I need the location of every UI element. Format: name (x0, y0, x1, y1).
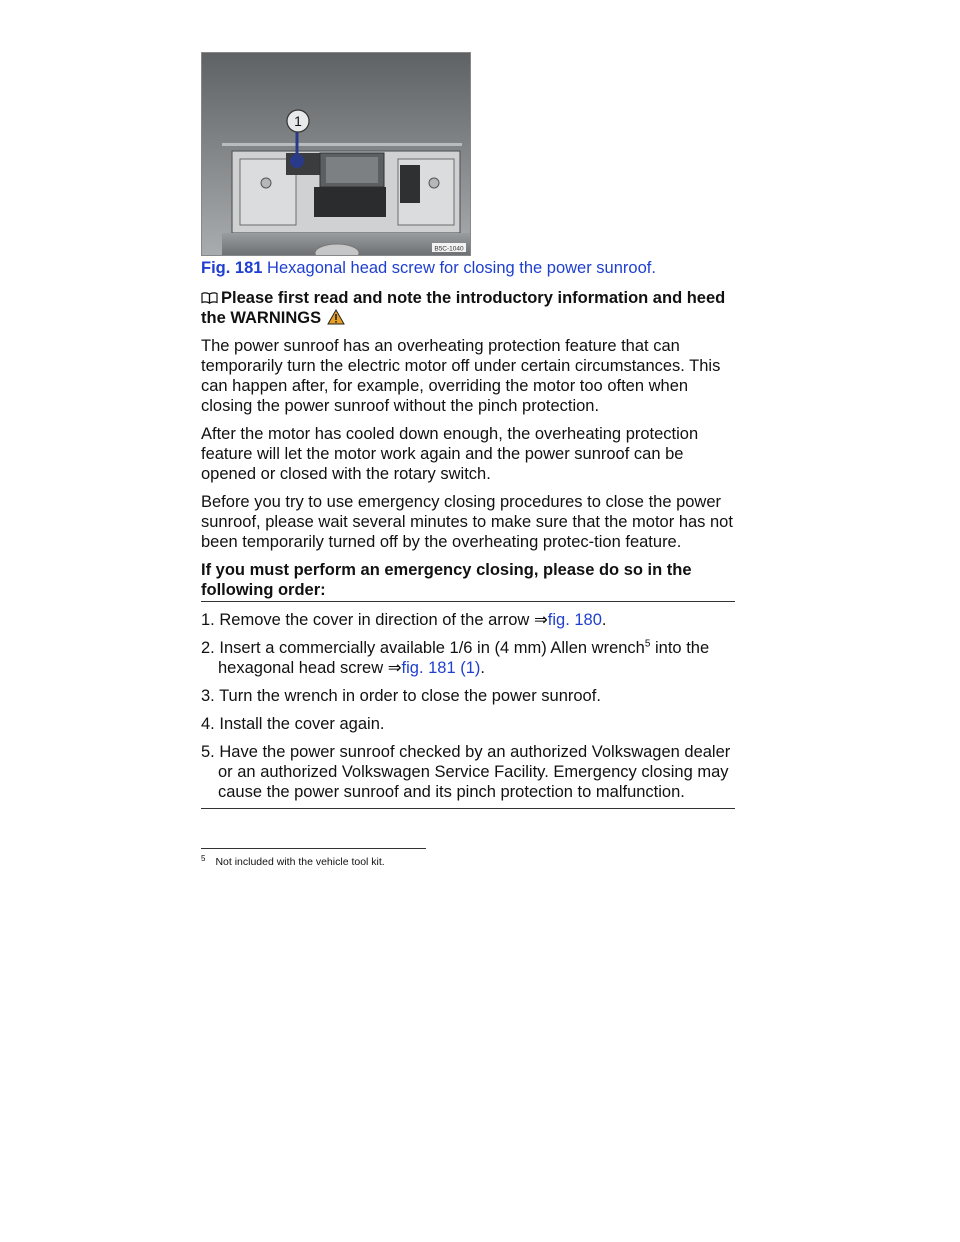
paragraph-wait: Before you try to use emergency closing procedures to close the power sunroof, please wait several minutes to make sure that the motor has not been temporarily turned off by the overheating protec-tion feature. (201, 493, 733, 551)
step-number: 2. (201, 639, 215, 657)
footnote-divider (201, 848, 426, 849)
step-text: Install the cover again. (219, 715, 385, 733)
step-number: 4. (201, 715, 215, 733)
callout-1: 1 (294, 113, 302, 129)
steps-heading: If you must perform an emergency closing, please do so in the following order: (201, 560, 735, 602)
step-5 (201, 742, 735, 802)
step-4 (201, 714, 735, 734)
step-3 (201, 686, 735, 706)
arrow-icon: ⇒ (387, 659, 402, 677)
step-number: 5. (201, 743, 215, 761)
sunroof-console-illustration (202, 53, 470, 255)
paragraph-cooled-down: After the motor has cooled down enough, the overheating protection feature will let the motor work again and the power sunroof can be opened or closed with the rotary switch. (201, 425, 699, 483)
footnote (201, 853, 385, 868)
intro-notice (201, 288, 735, 328)
warning-icon[interactable] (327, 309, 345, 325)
link-fig-180[interactable]: fig. 180 (547, 611, 602, 629)
arrow-icon: ⇒ (533, 611, 548, 629)
figure-181-image (201, 52, 471, 256)
figure-code: B5C-1040 (434, 245, 464, 253)
step-text: Insert a commercially available 1/6 in (4 mm) Allen wrench (219, 639, 645, 657)
link-fig-181[interactable]: fig. 181 (1) (401, 659, 481, 677)
step-text-cont: into the hexagonal head screw (218, 639, 710, 677)
step-number: 3. (201, 687, 215, 705)
figure-caption (201, 258, 735, 278)
step-1 (201, 610, 735, 630)
page-content (201, 258, 735, 809)
intro-text: Please first read and note the introductory information and heed the WARNINGS (201, 289, 726, 327)
paragraph-overheating: The power sunroof has an overheating protection feature that can temporarily turn the electric motor off under certain circumstances. This can happen after, for example, overriding the motor too often when closing the power sunroof without the pinch protection. (201, 337, 721, 415)
step-number: 1. (201, 611, 215, 629)
punctuation: . (601, 611, 607, 629)
footnote-number: 5 (201, 853, 206, 863)
footnote-ref[interactable]: 5 (644, 638, 651, 650)
step-text: Turn the wrench in order to close the power sunroof. (219, 687, 601, 705)
step-text: Have the power sunroof checked by an authorized Volkswagen dealer or an authorized Volkswagen Service Facility. Emergency closing may cause the power sunroof and its pinch protection to malfunction. (218, 743, 731, 801)
book-icon (201, 292, 218, 304)
steps-list (201, 602, 735, 809)
footnote-text: Not included with the vehicle tool kit. (215, 856, 385, 868)
figure-caption-text: Hexagonal head screw for closing the power sunroof. (262, 259, 656, 277)
figure-number: Fig. 181 (201, 259, 263, 277)
step-2 (201, 638, 735, 678)
punctuation: . (480, 659, 485, 677)
step-text: Remove the cover in direction of the arrow (219, 611, 534, 629)
